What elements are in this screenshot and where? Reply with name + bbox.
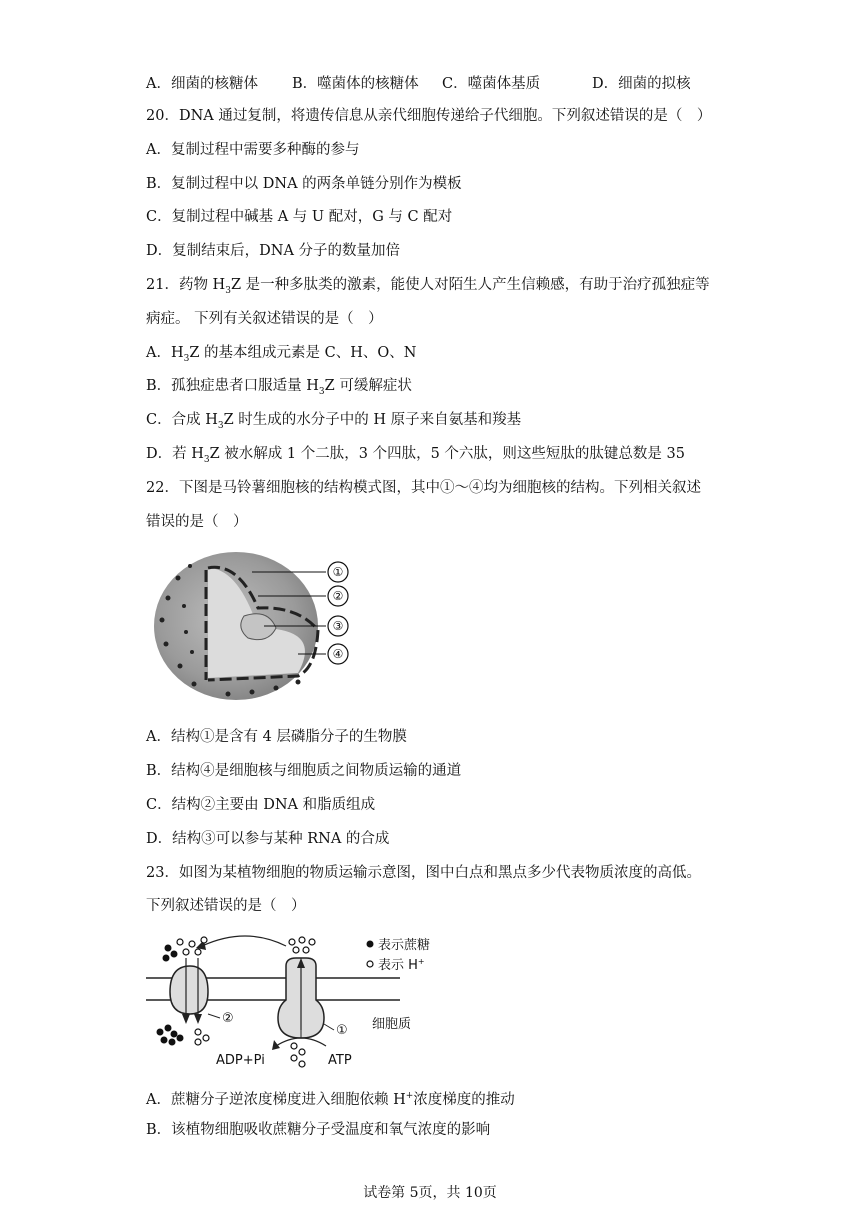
q21-stem: 21．药物 $H_3Z$ 是一种多肽类的激素，能使人对陌生人产生信赖感，有助于治疗孤独症等 xyxy=(146,277,710,296)
q19-option-a: A．细菌的核糖体 xyxy=(146,76,258,92)
legend-sucrose-label: 表示蔗糖 xyxy=(378,938,431,953)
label-1: ① xyxy=(336,1023,348,1038)
nucleus-label-1: ① xyxy=(332,565,344,579)
nucleus-label-4: ④ xyxy=(332,647,344,661)
nucleus-figure xyxy=(148,548,368,704)
arrow-down-icon xyxy=(182,1014,190,1024)
q19-option-d: D．细菌的拟核 xyxy=(592,76,691,92)
q20-option-b: B．复制过程中以 DNA 的两条单链分别作为模板 xyxy=(146,176,462,192)
q21-option-b: B．孤独症患者口服适量 $H_3Z$ 可缓解症状 xyxy=(146,378,412,397)
q22-stem: 22．下图是马铃薯细胞核的结构模式图，其中①～④均为细胞核的结构。下列相关叙述 xyxy=(146,480,701,496)
page-footer: 试卷第 5页，共 10页 xyxy=(363,1185,497,1201)
q20-option-a: A．复制过程中需要多种酶的参与 xyxy=(146,142,360,158)
q21-option-a: A．$H_3Z$ 的基本组成元素是 C、H、O、N xyxy=(146,345,417,364)
legend-h-dot xyxy=(367,961,373,967)
adp-pi-label: ADP+Pi xyxy=(216,1053,265,1068)
carrier-protein-2 xyxy=(170,966,208,1014)
nucleus-label-2: ② xyxy=(332,589,344,603)
cytoplasm-label: 细胞质 xyxy=(372,1017,412,1032)
q23-option-a: A．蔗糖分子逆浓度梯度进入细胞依赖 H+浓度梯度的推动 xyxy=(146,1091,515,1108)
q22-option-d: D．结构③可以参与某种 RNA 的合成 xyxy=(146,831,390,847)
q22-stem-line2: 错误的是（ ） xyxy=(146,514,248,530)
q20-option-d: D．复制结束后，DNA 分子的数量加倍 xyxy=(146,243,401,259)
q21-option-c: C．合成 $H_3Z$ 时生成的水分子中的 H 原子来自氨基和羧基 xyxy=(146,412,522,431)
q22-option-b: B．结构④是细胞核与细胞质之间物质运输的通道 xyxy=(146,763,462,779)
q20-option-c: C．复制过程中碱基 A 与 U 配对，G 与 C 配对 xyxy=(146,209,453,225)
q22-option-c: C．结构②主要由 DNA 和脂质组成 xyxy=(146,797,376,813)
q23-option-b: B．该植物细胞吸收蔗糖分子受温度和氧气浓度的影响 xyxy=(146,1122,491,1138)
legend-sucrose-dot xyxy=(367,941,374,948)
q20-stem: 20．DNA 通过复制，将遗传信息从亲代细胞传递给子代细胞。下列叙述错误的是（ ） xyxy=(146,108,712,124)
q19-option-c: C．噬菌体基质 xyxy=(442,76,541,92)
q21-option-d: D．若 $H_3Z$ 被水解成 1 个二肽，3 个四肽，5 个六肽，则这些短肽的肽键总数是 35 xyxy=(146,446,685,465)
q23-stem: 23．如图为某植物细胞的物质运输示意图，图中白点和黑点多少代表物质浓度的高低。 xyxy=(146,865,701,881)
atp-label: ATP xyxy=(328,1053,352,1068)
curved-arrow-icon xyxy=(202,936,286,946)
q19-option-b: B．噬菌体的核糖体 xyxy=(292,76,419,92)
nucleus-label-3: ③ xyxy=(332,619,344,633)
transport-figure xyxy=(146,930,446,1070)
legend-h-label: 表示 H+ xyxy=(378,957,425,973)
q22-option-a: A．结构①是含有 4 层磷脂分子的生物膜 xyxy=(146,729,407,745)
label-2: ② xyxy=(222,1011,234,1026)
q23-stem-line2: 下列叙述错误的是（ ） xyxy=(146,898,306,914)
q21-stem-line2: 病症。 下列有关叙述错误的是（ ） xyxy=(146,311,383,327)
